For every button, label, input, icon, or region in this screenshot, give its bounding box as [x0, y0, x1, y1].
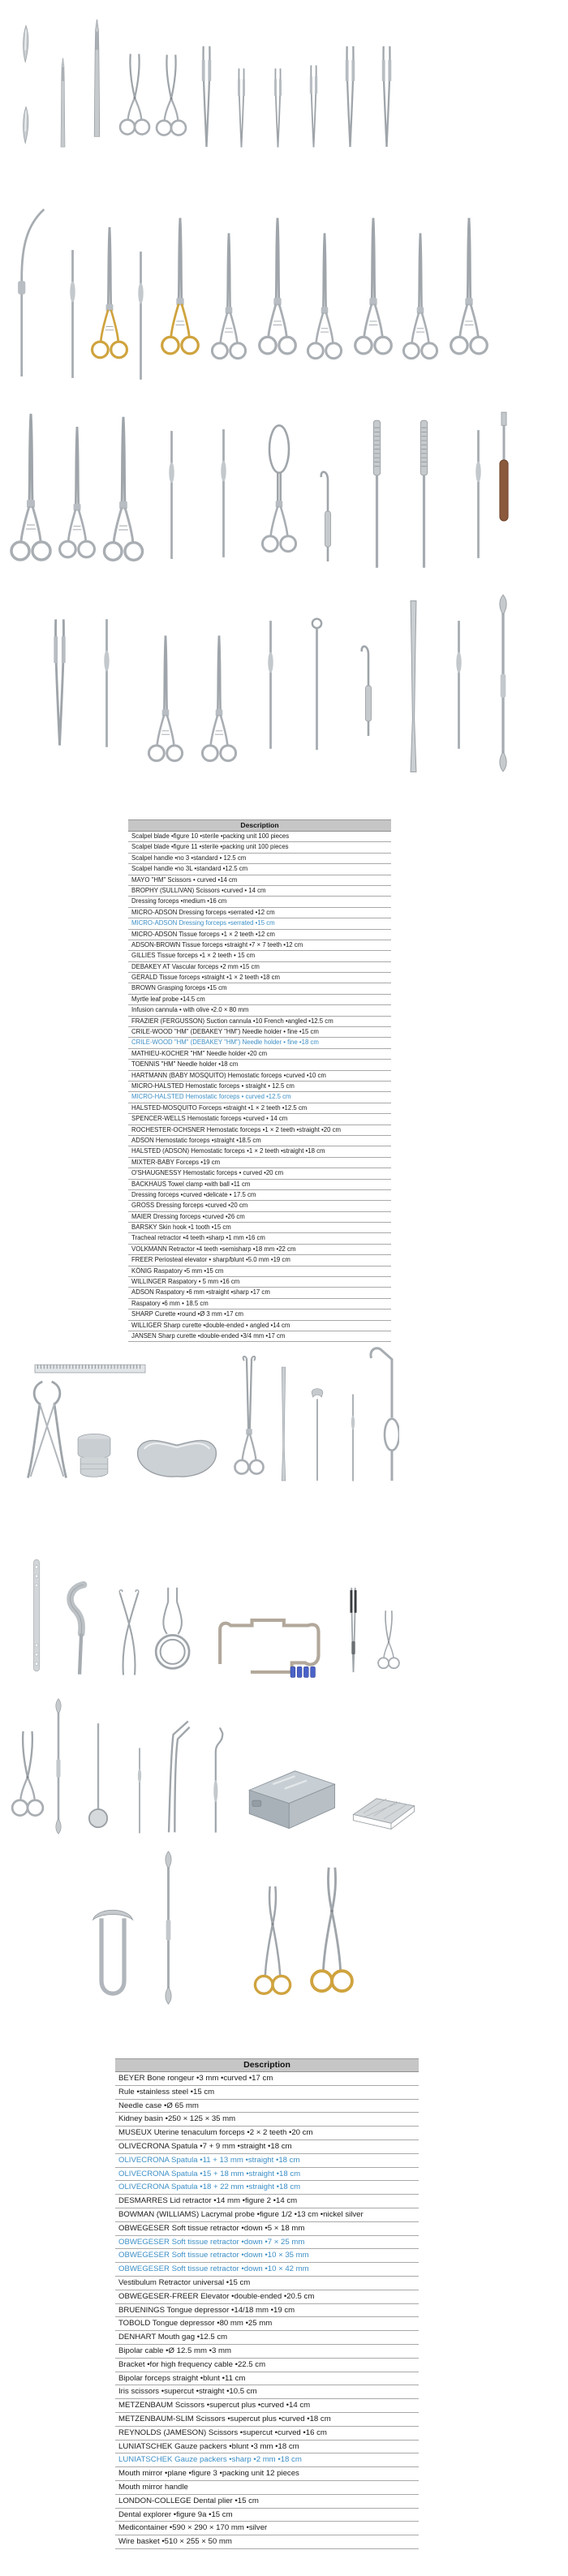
myrtle-leaf-probe-icon	[70, 250, 75, 378]
oshaugnessy-forceps-icon	[104, 417, 142, 560]
table-row: REYNOLDS (JAMESON) Scissors •supercut •curved •16 cm	[115, 2427, 419, 2441]
table-row: LONDON-COLLEGE Dental plier •15 cm	[115, 2495, 419, 2509]
surgical-probe-icon	[221, 429, 226, 557]
plate-retractor-icon	[33, 1559, 39, 1671]
double-ended-elevator-icon	[166, 1851, 171, 2004]
table-row: GILLIES Tissue forceps •1 × 2 teeth • 15 cm	[128, 951, 391, 961]
table1-description-header: Description	[128, 820, 391, 832]
table-row: HALSTED-MOSQUITO Forceps •straight •1 × 2 teeth •12.5 cm	[128, 1103, 391, 1114]
straight-cannula-icon	[268, 621, 273, 749]
table-row: Tracheal retractor •4 teeth •sharp •1 mm •16 cm	[128, 1233, 391, 1244]
table-row: OBWEGESER-FREER Elevator •double-ended •20.5 cm	[115, 2290, 419, 2304]
table-row: Medicontainer •590 × 290 × 170 mm •silver	[115, 2522, 419, 2535]
table-row: OLIVECRONA Spatula •7 + 9 mm •straight •18 cm	[115, 2140, 419, 2154]
table-row: OBWEGESER Soft tissue retractor •down •10 × 35 mm	[115, 2249, 419, 2263]
long-probe-icon	[104, 619, 109, 747]
table-row: OBWEGESER Soft tissue retractor •down •7 × 25 mm	[115, 2236, 419, 2250]
desmarres-lid-retractor-icon	[312, 1389, 323, 1481]
gerald-tissue-forceps-icon	[54, 619, 65, 745]
metzenbaum-supercut-scissors-icon	[312, 1868, 352, 1991]
kidney-basin-icon	[138, 1440, 217, 1477]
table-row: GERALD Tissue forceps •straight •1 × 2 teeth •18 cm	[128, 973, 391, 983]
table-row: Scalpel blade •figure 10 •sterile •packing unit 100 pieces	[128, 832, 391, 842]
table-row: DENHART Mouth gag •12.5 cm	[115, 2331, 419, 2345]
table-row: WILLINGER Raspatory • 5 mm •16 cm	[128, 1277, 391, 1288]
barsky-skin-hook-icon	[321, 472, 331, 561]
table-row: ADSON Raspatory •6 mm •straight •sharp •17 cm	[128, 1288, 391, 1298]
frazier-suction-cannula-icon	[18, 209, 44, 376]
table-row: BACKHAUS Towel clamp •with ball •11 cm	[128, 1180, 391, 1190]
brown-grasping-forceps-icon	[202, 635, 235, 760]
table-row: Needle case •Ø 65 mm	[115, 2100, 419, 2114]
denhart-mouth-gag-icon	[93, 1910, 133, 1993]
scalpel-blade-10-icon	[24, 26, 28, 62]
table-row: OLIVECRONA Spatula •11 + 13 mm •straight •18 cm	[115, 2154, 419, 2168]
table-row: Bipolar forceps straight •blunt •11 cm	[115, 2372, 419, 2386]
adson-hemostatic-forceps-icon	[451, 218, 488, 354]
sharp-curette-icon	[312, 619, 321, 750]
table-row: Iris scissors •supercut •straight •10.5 cm	[115, 2385, 419, 2399]
surgical-probe-icon	[169, 431, 174, 559]
table-row: BROWN Grasping forceps •15 cm	[128, 983, 391, 994]
micro-halsted-forceps-icon	[260, 218, 296, 354]
table-row: BEYER Bone rongeur •3 mm •curved •17 cm	[115, 2072, 419, 2086]
jansen-double-curette-icon	[500, 595, 506, 772]
bipolar-forceps-icon	[350, 1588, 356, 1672]
table-row: Scalpel handle •no 3L •standard •12.5 cm	[128, 864, 391, 875]
table-row: WILLIGER Sharp curette •double-ended • angled •14 cm	[128, 1321, 391, 1331]
iris-scissors-icon	[378, 1611, 399, 1668]
rule-icon	[35, 1365, 145, 1373]
table-row: SHARP Curette •round •Ø 3 mm •17 cm	[128, 1310, 391, 1320]
mathieu-kocher-needle-holder-icon	[162, 218, 199, 354]
table-row: BROPHY (SULLIVAN) Scissors •curved • 14 cm	[128, 886, 391, 897]
rochester-ochsner-forceps-icon	[403, 233, 437, 358]
table-row: MUSEUX Uterine tenaculum forceps •2 × 2 teeth •20 cm	[115, 2127, 419, 2140]
table-row: Kidney basin •250 × 125 × 35 mm	[115, 2113, 419, 2127]
table-row: LUNIATSCHEK Gauze packers •blunt •3 mm •18 cm	[115, 2441, 419, 2454]
table-row: Dental explorer •figure 9a •15 cm	[115, 2509, 419, 2522]
adson-raspatory-icon	[475, 430, 480, 558]
medicontainer-icon	[249, 1771, 334, 1829]
table-row: OLIVECRONA Spatula •18 + 22 mm •straight •18 cm	[115, 2181, 419, 2195]
metzenbaum-scissors-icon	[12, 1731, 43, 1816]
table-row: Dressing forceps •curved •delicate • 17.5 cm	[128, 1190, 391, 1201]
gillies-tissue-forceps-icon	[346, 46, 355, 147]
willinger-raspatory-icon	[456, 621, 461, 749]
needle-case-icon	[78, 1434, 110, 1477]
table-row: CRILE-WOOD "HM" (DEBAKEY "HM") Needle holder • fine •18 cm	[128, 1038, 391, 1048]
mayo-scissors-icon	[120, 54, 149, 135]
table-row: Infusion cannula • with olive •2.0 × 80 mm	[128, 1005, 391, 1016]
table-row: JANSEN Sharp curette •double-ended •3/4 mm •17 cm	[128, 1331, 391, 1342]
volkmann-retractor-icon	[411, 601, 416, 772]
table-row: GROSS Dressing forceps •curved •20 cm	[128, 1201, 391, 1211]
brophy-scissors-icon	[157, 55, 186, 135]
debakey-vascular-forceps-icon	[382, 46, 391, 147]
table-row: DESMARRES Lid retractor •14 mm •figure 2 •14 cm	[115, 2195, 419, 2208]
table-row: Mouth mirror •plane •figure 3 •packing unit 12 pieces	[115, 2467, 419, 2481]
dental-explorer-icon	[213, 1727, 222, 1832]
table-row: MIXTER-BABY Forceps •19 cm	[128, 1158, 391, 1168]
table-row: MICRO-HALSTED Hemostatic forceps • straight • 12.5 cm	[128, 1082, 391, 1092]
table-row: HARTMANN (BABY MOSQUITO) Hemostatic forceps •curved •10 cm	[128, 1071, 391, 1082]
table-row: MICRO-ADSON Dressing forceps •serrated •12 cm	[128, 908, 391, 918]
table-row: OBWEGESER Soft tissue retractor •down •10 × 42 mm	[115, 2263, 419, 2277]
table-row: ADSON Hemostatic forceps •straight •18.5 cm	[128, 1136, 391, 1146]
table-row: FRAZIER (FERGUSSON) Suction cannula •10 French •angled •12.5 cm	[128, 1017, 391, 1027]
description-table-1	[128, 819, 391, 1342]
table-row: FREER Periosteal elevator • sharp/blunt •5.0 mm •19 cm	[128, 1255, 391, 1266]
scalpel-handle-no3-icon	[61, 58, 65, 147]
table-row: CRILE-WOOD "HM" (DEBAKEY "HM") Needle holder • fine •15 cm	[128, 1027, 391, 1038]
table-row: BARSKY Skin hook •1 tooth •15 cm	[128, 1223, 391, 1233]
table-row: METZENBAUM Scissors •supercut plus •curved •14 cm	[115, 2399, 419, 2413]
adson-brown-tissue-forceps-icon	[310, 65, 317, 147]
dressing-forceps-icon	[202, 46, 211, 147]
mouth-mirror-icon	[89, 1723, 107, 1827]
table2-body	[115, 2072, 419, 2549]
table-row: ADSON-BROWN Tissue forceps •straight •7 × 7 teeth •12 cm	[128, 940, 391, 951]
spencer-wells-forceps-icon	[355, 218, 392, 354]
table-row: Vestibulum Retractor universal •15 cm	[115, 2277, 419, 2290]
halsted-adson-forceps-icon	[148, 635, 182, 760]
table-row: Scalpel handle •no 3 •standard • 12.5 cm	[128, 854, 391, 864]
table-row: MAYO "HM" Scissors • curved •14 cm	[128, 875, 391, 886]
table-row: Rule •stainless steel •15 cm	[115, 2086, 419, 2100]
table-row: TOENNIS "HM" Needle holder •18 cm	[128, 1060, 391, 1070]
obwegeser-crossed-retractors-icon	[119, 1590, 139, 1675]
infusion-cannula-icon	[138, 252, 143, 380]
table1-body	[128, 832, 391, 1342]
description-table-2	[115, 2058, 419, 2549]
table-row: TOBOLD Tongue depressor •80 mm •25 mm	[115, 2317, 419, 2331]
beyer-bone-rongeur-icon	[28, 1382, 66, 1478]
table-row: Bracket •for high frequency cable •22.5 cm	[115, 2359, 419, 2372]
table-row: ROCHESTER-OCHSNER Hemostatic forceps •1 × 2 teeth •straight •20 cm	[128, 1125, 391, 1136]
table-row: Wire basket •510 × 255 × 50 mm	[115, 2535, 419, 2549]
backhaus-towel-clamp-icon	[262, 425, 295, 551]
tobold-tongue-depressor-icon	[71, 1585, 84, 1675]
museux-tenaculum-forceps-icon	[235, 1357, 263, 1474]
table-row: MICRO-ADSON Dressing forceps •serrated •15 cm	[128, 918, 391, 929]
scalpel-blade-11-icon	[24, 107, 28, 144]
olivecrona-spatula-icon	[282, 1367, 286, 1481]
table-row: LUNIATSCHEK Gauze packers •sharp •2 mm •18 cm	[115, 2453, 419, 2467]
crile-wood-needle-holder-icon	[93, 227, 127, 358]
table-row: BOWMAN (WILLIAMS) Lacrymal probe •figure 1/2 •13 cm •nickel silver	[115, 2208, 419, 2222]
table-row: MAIER Dressing forceps •curved •26 cm	[128, 1212, 391, 1223]
table-row: MATHIEU-KOCHER "HM" Needle holder •20 cm	[128, 1049, 391, 1060]
table-row: Raspatory •6 mm • 18.5 cm	[128, 1299, 391, 1310]
table-row: Myrtle leaf probe •14.5 cm	[128, 995, 391, 1005]
london-college-dental-plier-icon	[169, 1721, 190, 1832]
table-row: OBWEGESER Soft tissue retractor •down •5 × 18 mm	[115, 2222, 419, 2236]
table-row: METZENBAUM-SLIM Scissors •supercut plus •curved •18 cm	[115, 2413, 419, 2427]
table-row: Bipolar cable •Ø 12.5 mm •3 mm	[115, 2345, 419, 2359]
table-row: Dressing forceps •medium •16 cm	[128, 897, 391, 907]
table-row: SPENCER-WELLS Hemostatic forceps •curved • 14 cm	[128, 1114, 391, 1125]
gross-dressing-forceps-icon	[60, 427, 95, 557]
scalpel-handle-no3l-icon	[94, 19, 100, 136]
table-row: BRUENINGS Tongue depressor •14/18 mm •19 cm	[115, 2304, 419, 2318]
table-row: MICRO-ADSON Tissue forceps •1 × 2 teeth •12 cm	[128, 930, 391, 940]
micro-adson-dressing-forceps-icon	[238, 68, 245, 147]
table-row: OLIVECRONA Spatula •15 + 18 mm •straight •18 cm	[115, 2168, 419, 2182]
halsted-mosquito-forceps-icon	[308, 233, 341, 358]
table2-description-header: Description	[115, 2059, 419, 2072]
tracheal-retractor-icon	[362, 647, 372, 736]
table-row: O'SHAUGNESSY Hemostatic forceps • curved •20 cm	[128, 1168, 391, 1179]
obwegeser-soft-tissue-retractor-icon	[371, 1348, 399, 1481]
bipolar-cable-icon	[156, 1588, 189, 1669]
table-row: HALSTED (ADSON) Hemostatic forceps •1 × 2 teeth •straight •18 cm	[128, 1146, 391, 1157]
table-row: DEBAKEY AT Vascular forceps •2 mm •15 cm	[128, 962, 391, 973]
table-row: Scalpel blade •figure 11 •sterile •packing unit 100 pieces	[128, 842, 391, 853]
cable-bracket-icon	[220, 1620, 318, 1678]
micro-adson-tissue-forceps-icon	[274, 68, 282, 147]
reynolds-supercut-scissors-icon	[255, 1886, 290, 1993]
table-row: Mouth mirror handle	[115, 2481, 419, 2495]
wire-basket-icon	[353, 1799, 414, 1830]
maier-dressing-forceps-icon	[11, 414, 50, 560]
koenig-raspatory-icon	[420, 420, 427, 568]
table-row: VOLKMANN Retractor •4 teeth •semisharp •18 mm •22 cm	[128, 1245, 391, 1255]
table-row: MICRO-HALSTED Hemostatic forceps • curved •12.5 cm	[128, 1092, 391, 1103]
hartmann-mosquito-forceps-icon	[212, 233, 245, 358]
table-row: KÖNIG Raspatory •5 mm •15 cm	[128, 1266, 391, 1277]
mouth-mirror-handle-icon	[138, 1748, 141, 1833]
brown-handle-raspatory-icon	[500, 412, 508, 521]
bowman-lacrymal-probe-icon	[351, 1394, 355, 1481]
obwegeser-freer-elevator-icon	[56, 1699, 61, 1834]
freer-periosteal-elevator-icon	[373, 420, 380, 568]
